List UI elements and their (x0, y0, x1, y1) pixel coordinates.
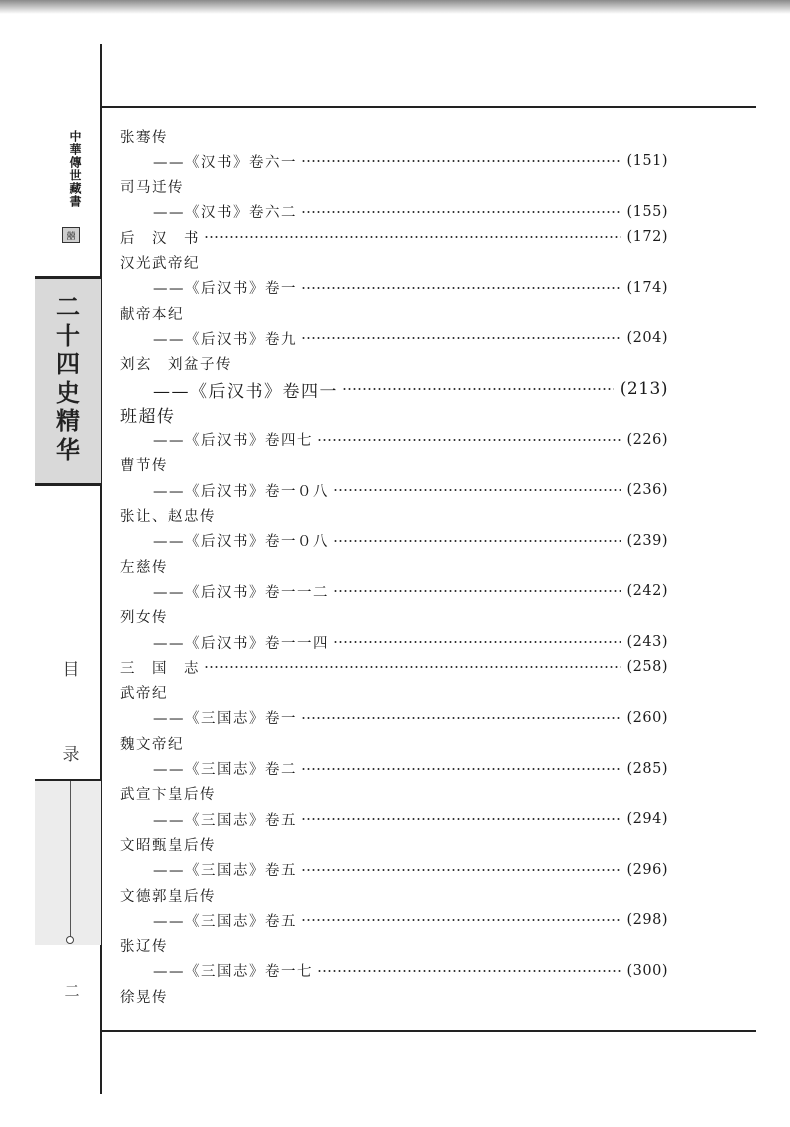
toc-page-number: (300) (626, 962, 668, 979)
toc-entry-text: 武帝纪 (120, 686, 168, 703)
toc-entry-text: 文昭甄皇后传 (120, 837, 216, 854)
toc-title-row (120, 176, 668, 198)
header-rule (100, 106, 756, 108)
toc-page-number: (242) (626, 583, 668, 600)
toc-entry-text: ——《后汉书》卷一 (153, 281, 297, 298)
toc-source-row (153, 277, 668, 299)
series-title-char: 四 (56, 349, 80, 378)
toc-section-row (120, 656, 668, 678)
toc-title-row (120, 783, 668, 805)
toc-entry-text: ——《三国志》卷一七 (153, 964, 313, 981)
toc-page-number: (296) (626, 861, 668, 878)
toc-page-number: (260) (626, 709, 668, 726)
toc-entry-text: ——《三国志》卷五 (153, 812, 297, 829)
toc-title-row (120, 454, 668, 476)
series-title-box (35, 276, 101, 486)
toc-entry-text: ——《三国志》卷一 (153, 711, 297, 728)
dot-leader (301, 768, 621, 770)
toc-title-row (120, 555, 668, 577)
toc-title-row (120, 252, 668, 274)
toc-source-row (153, 378, 668, 400)
toc-page-number: (298) (626, 912, 668, 929)
dot-leader (333, 590, 621, 592)
toc-entry-text: ——《后汉书》卷四七 (153, 433, 313, 450)
toc-entry-text: ——《后汉书》卷九 (153, 331, 297, 348)
dot-leader (301, 869, 621, 871)
toc-page-number: (243) (626, 634, 668, 650)
toc-section-row (120, 226, 668, 248)
series-title (35, 293, 101, 464)
toc-page-number: (172) (626, 229, 668, 246)
toc-page-number: (258) (626, 659, 668, 676)
toc-source-row (153, 631, 668, 653)
toc-entry-text: 魏文帝纪 (120, 736, 184, 753)
toc-entry-text: ——《后汉书》卷一０八 (153, 534, 329, 551)
toc-title-row (120, 505, 668, 527)
toc-entry-text: 献帝本纪 (120, 306, 184, 323)
toc-page-number: (236) (626, 482, 668, 499)
toc-title-row (120, 353, 668, 375)
margin-dot-icon (66, 936, 74, 944)
toc-entry-text: ——《后汉书》卷一０八 (153, 483, 329, 500)
toc-entry-text: ——《三国志》卷五 (153, 863, 297, 880)
toc-entry-text: 三 国 志 (120, 660, 200, 677)
toc-page-number: (213) (619, 379, 668, 399)
toc-source-row (153, 960, 668, 982)
toc-source-row (153, 859, 668, 881)
footer-rule (100, 1030, 756, 1032)
toc-source-row (153, 580, 668, 602)
toc-entry-text: ——《后汉书》卷一一二 (153, 584, 329, 601)
toc-entry-text: ——《汉书》卷六一 (153, 154, 297, 171)
toc-title-row (120, 606, 668, 628)
series-title-char: 史 (56, 377, 80, 407)
dot-leader (204, 666, 621, 668)
toc-entry-text: 左慈传 (120, 559, 168, 576)
margin-strip (35, 779, 101, 945)
dot-leader (317, 970, 621, 972)
toc-entry-text: 班超传 (120, 406, 176, 427)
toc-title-row (120, 125, 668, 147)
toc-entry-text: 张让、赵忠传 (120, 509, 216, 525)
section-label-mu: 目 (62, 660, 80, 680)
toc-title-row (120, 732, 668, 754)
toc-entry-text: ——《三国志》卷二 (153, 762, 297, 778)
toc-entry-text: 列女传 (120, 610, 168, 627)
section-label-lu: 录 (62, 745, 80, 765)
seal-icon: 囍 (62, 227, 80, 243)
page-top-shadow (0, 0, 790, 14)
toc-title-row (120, 302, 668, 324)
toc-title-row (120, 682, 668, 704)
dot-leader (301, 211, 621, 213)
dot-leader (301, 919, 621, 921)
page-number: 二 (64, 982, 80, 1000)
dot-leader (333, 540, 621, 542)
margin-thin-line (70, 781, 71, 937)
toc-source-row (153, 327, 668, 349)
toc-title-row (120, 884, 668, 906)
dot-leader (301, 160, 621, 162)
dot-leader (301, 818, 621, 820)
toc-entry-text: 曹节传 (120, 458, 168, 475)
dot-leader (301, 287, 621, 289)
toc-entry-text: 徐晃传 (120, 989, 168, 1006)
toc-entry-text: 文德郭皇后传 (120, 888, 216, 905)
strip-rule (35, 779, 101, 781)
toc-title-row (120, 403, 668, 425)
toc-entry-text: 后 汉 书 (120, 230, 200, 247)
toc-title-row (120, 985, 668, 1007)
toc-source-row (153, 707, 668, 729)
toc-source-row (153, 150, 668, 172)
toc-source-row (153, 429, 668, 451)
toc-page-number: (239) (626, 532, 668, 549)
series-title-char: 十 (56, 320, 80, 350)
toc-page-number: (174) (626, 279, 668, 296)
toc-page-number: (285) (626, 760, 668, 777)
dot-leader (301, 337, 621, 339)
series-title-char: 精 (56, 406, 80, 435)
dot-leader (333, 641, 621, 643)
dot-leader (342, 388, 614, 390)
series-title-char: 二 (56, 292, 80, 321)
toc-source-row (153, 479, 668, 501)
toc-source-row (153, 758, 668, 780)
dot-leader (333, 489, 621, 491)
toc-entry-text: 司马迁传 (120, 180, 184, 197)
series-brand: 中華傳世藏書 (68, 130, 82, 208)
dot-leader (301, 717, 621, 719)
toc-page-number: (204) (626, 330, 668, 347)
toc-entry-text: 张辽传 (120, 939, 168, 956)
toc-entry-text: 汉光武帝纪 (120, 256, 200, 272)
toc-entry-text: 刘玄 刘盆子传 (120, 357, 232, 374)
series-title-char: 华 (56, 434, 80, 464)
toc-page-number: (151) (626, 153, 668, 170)
toc-source-row (153, 201, 668, 223)
toc-entry-text: ——《汉书》卷六二 (153, 205, 297, 222)
toc-source-row (153, 909, 668, 931)
toc-page-number: (155) (626, 203, 668, 220)
toc-entry-text: 张骞传 (120, 129, 168, 146)
toc-page-number: (294) (626, 811, 668, 828)
toc-entry-text: ——《后汉书》卷四一 (153, 381, 338, 402)
toc-source-row (153, 808, 668, 830)
toc-page-number: (226) (626, 431, 668, 448)
toc-entry-text: ——《后汉书》卷一一四 (153, 635, 329, 652)
dot-leader (317, 439, 621, 441)
toc-title-row (120, 833, 668, 855)
toc-source-row (153, 530, 668, 552)
dot-leader (204, 236, 621, 238)
toc-entry-text: 武宣卞皇后传 (120, 787, 216, 804)
toc-entry-text: ——《三国志》卷五 (153, 913, 297, 930)
toc-title-row (120, 935, 668, 957)
